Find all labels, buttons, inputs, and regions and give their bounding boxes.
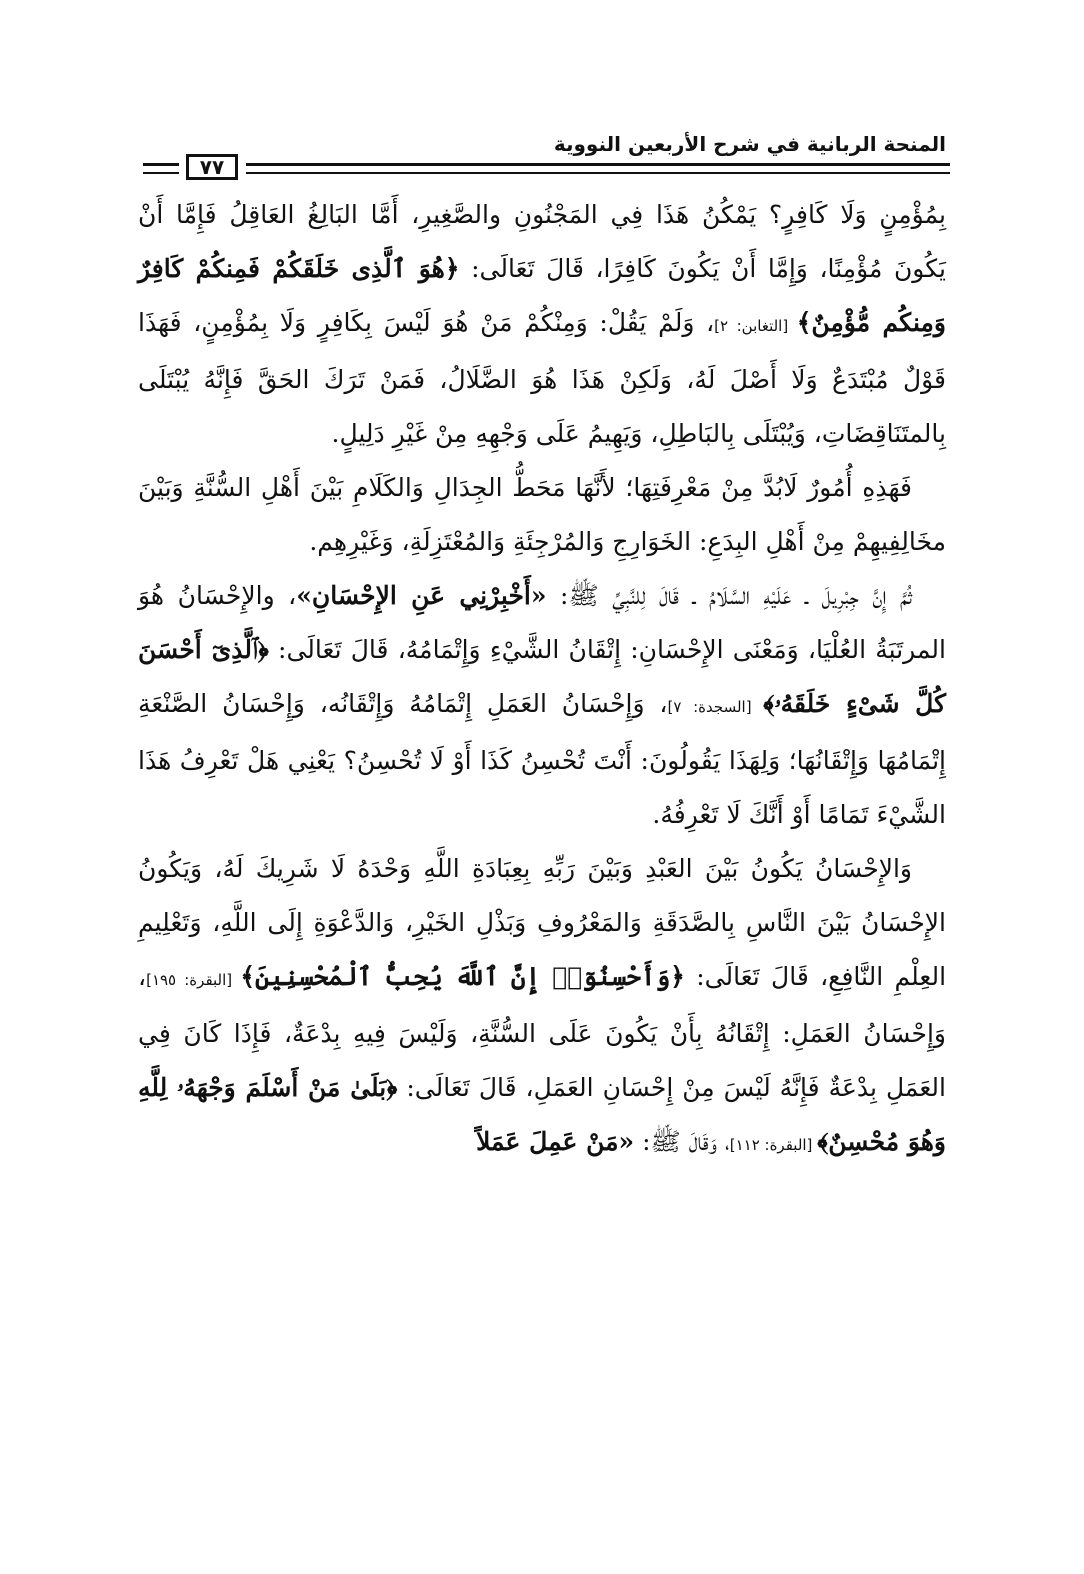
verse-citation: [التغابن: ٢] xyxy=(714,317,797,335)
text-segment: ، وَإِحْسَانُ العَمَلِ إِتْمَامُهُ وَإِتْقَانُه، وَإِحْسَانُ الصَّنْعَةِ إِتْمَامُهَا وَإِتْقَانُهَا؛ وَلِهَذَا يَقُولُونَ: أَنْتَ تُحْسِنُ كَذَا أَوْ لَا تُحْسِنُ؟ يَعْنِي هَلْ تَعْرِفُ هَذَا الشَّيْءَ تَمَامًا أَوْ أَنَّكَ لَا تَعْرِفُهُ. xyxy=(138,689,946,829)
quran-verse: ﴿بَلَىٰ مَنْ أَسْلَمَ وَجْهَهُۥ لِلَّهِ وَهُوَ مُحْسِنٌ﴾ xyxy=(138,1073,946,1156)
quran-verse: ﴿هُوَ ٱلَّذِى خَلَقَكُمْ فَمِنكُمْ كَافِرٌ وَمِنكُم مُّؤْمِنٌ﴾ xyxy=(138,254,946,337)
quran-verse: ﴿وَأَحْسِنُوٓا۟ إِنَّ ٱللَّهَ يُحِبُّ ٱلْمُحْسِنِينَ﴾ xyxy=(240,962,685,991)
header-rule xyxy=(246,163,950,174)
text-segment: ، وَقَالَ ﷺ: xyxy=(634,1127,730,1156)
running-header-title: المنحة الربانية في شرح الأربعين النووية xyxy=(553,132,946,156)
hadith-quote: «أَخْبِرْنِي عَنِ الإِحْسَانِ» xyxy=(296,581,547,610)
paragraph xyxy=(138,188,946,461)
text-segment: ، وَإِحْسَانُ العَمَلِ: إِتْقَانُهُ بِأَنْ يَكُونَ عَلَى السُّنَّةِ، وَلَيْسَ فِيهِ بِدْعَةٌ، فَإِذَا كَانَ فِي العَمَلِ بِدْعَةٌ فَإِنَّهُ لَيْسَ مِنْ إِحْسَانِ العَمَلِ، قَالَ تَعَالَى: xyxy=(138,962,946,1102)
text-segment: فَهَذِهِ أُمُورٌ لَابُدَّ مِنْ مَعْرِفَتِهَا؛ لأَنَّهَا مَحَطُّ الجِدَالِ وَالكَلَامِ بَيْنَ أَهْلِ السُّنَّةِ وَبَيْنَ مخَالِفِيهِمْ مِنْ أَهْلِ البِدَعِ: الخَوَارِجِ وَالمُرْجِئَةِ وَالمُعْتَزِلَةِ، وَغَيْرِهِم. xyxy=(138,473,946,556)
verse-citation: [السجدة: ٧] xyxy=(667,698,764,716)
text-segment: ، وَلَمْ يَقُلْ: وَمِنْكُمْ مَنْ هُوَ لَيْسَ بِكَافِرٍ وَلَا بِمُؤْمِنٍ، فَهَذَا قَوْلٌ مُبْتَدَعٌ وَلَا أَصْلَ لَهُ، وَلَكِنْ هَذَا هُوَ الضَّلَالُ، فَمَنْ تَرَكَ الحَقَّ فَإِنَّهُ يُبْتَلَى بِالمتَنَاقِضَاتِ، وَيُبْتَلَى بِالبَاطِلِ، وَيَهِيمُ عَلَى وَجْهِهِ مِنْ غَيْرِ دَلِيلٍ. xyxy=(138,308,946,448)
page-number: ٧٧ xyxy=(186,154,238,180)
verse-citation: [البقرة: ١٩٥] xyxy=(146,971,241,989)
hadith-quote: «مَنْ عَمِلَ عَمَلاً xyxy=(476,1127,635,1156)
text-segment: بِمُؤْمِنٍ وَلَا كَافِرٍ؟ يَمْكُنُ هَذَا فِي المَجْنُونِ والصَّغِيرِ، أَمَّا البَالِغُ العَاقِلُ فَإِمَّا أَنْ يَكُونَ مُؤْمِنًا، وَإِمَّا أَنْ يَكُونَ كَافِرًا، قَالَ تَعَالَى: xyxy=(138,200,946,283)
text-segment: وَالإِحْسَانُ يَكُونُ بَيْنَ العَبْدِ وَبَيْنَ رَبِّهِ بِعِبَادَةِ اللَّهِ وَحْدَهُ لَا شَرِيكَ لَهُ، وَيَكُونُ الإِحْسَانُ بَيْنَ النَّاسِ بِالصَّدَقَةِ وَالمَعْرُوفِ وَبَذْلِ الخَيْرِ، وَالدَّعْوَةِ إِلَى اللَّهِ، وَتَعْلِيمِ العِلْمِ النَّافِعِ، قَالَ تَعَالَى: xyxy=(138,854,947,991)
paragraph xyxy=(138,461,946,569)
paragraph xyxy=(138,569,946,842)
verse-citation: [البقرة: ١١٢] xyxy=(729,1136,818,1154)
text-segment: ثُمَّ إِنَّ جِبْرِيلَ ـ عَلَيْهِ السَّلَامُ ـ قَالَ لِلنَّبِيِّ ﷺ: xyxy=(546,581,912,610)
quran-verse: ﴿ٱلَّذِىٓ أَحْسَنَ كُلَّ شَىْءٍ خَلَقَهُۥ﴾ xyxy=(138,635,947,718)
header-rule-short xyxy=(143,163,179,174)
paragraph xyxy=(138,842,946,1172)
text-segment: ، والإِحْسَانُ هُوَ المرتَبَةُ العُلْيَا، وَمَعْنَى الإِحْسَانِ: إِتْقَانُ الشَّيْءِ وَإِتْمَامُهُ، قَالَ تَعَالَى: xyxy=(138,581,946,664)
body-text xyxy=(138,188,946,1172)
